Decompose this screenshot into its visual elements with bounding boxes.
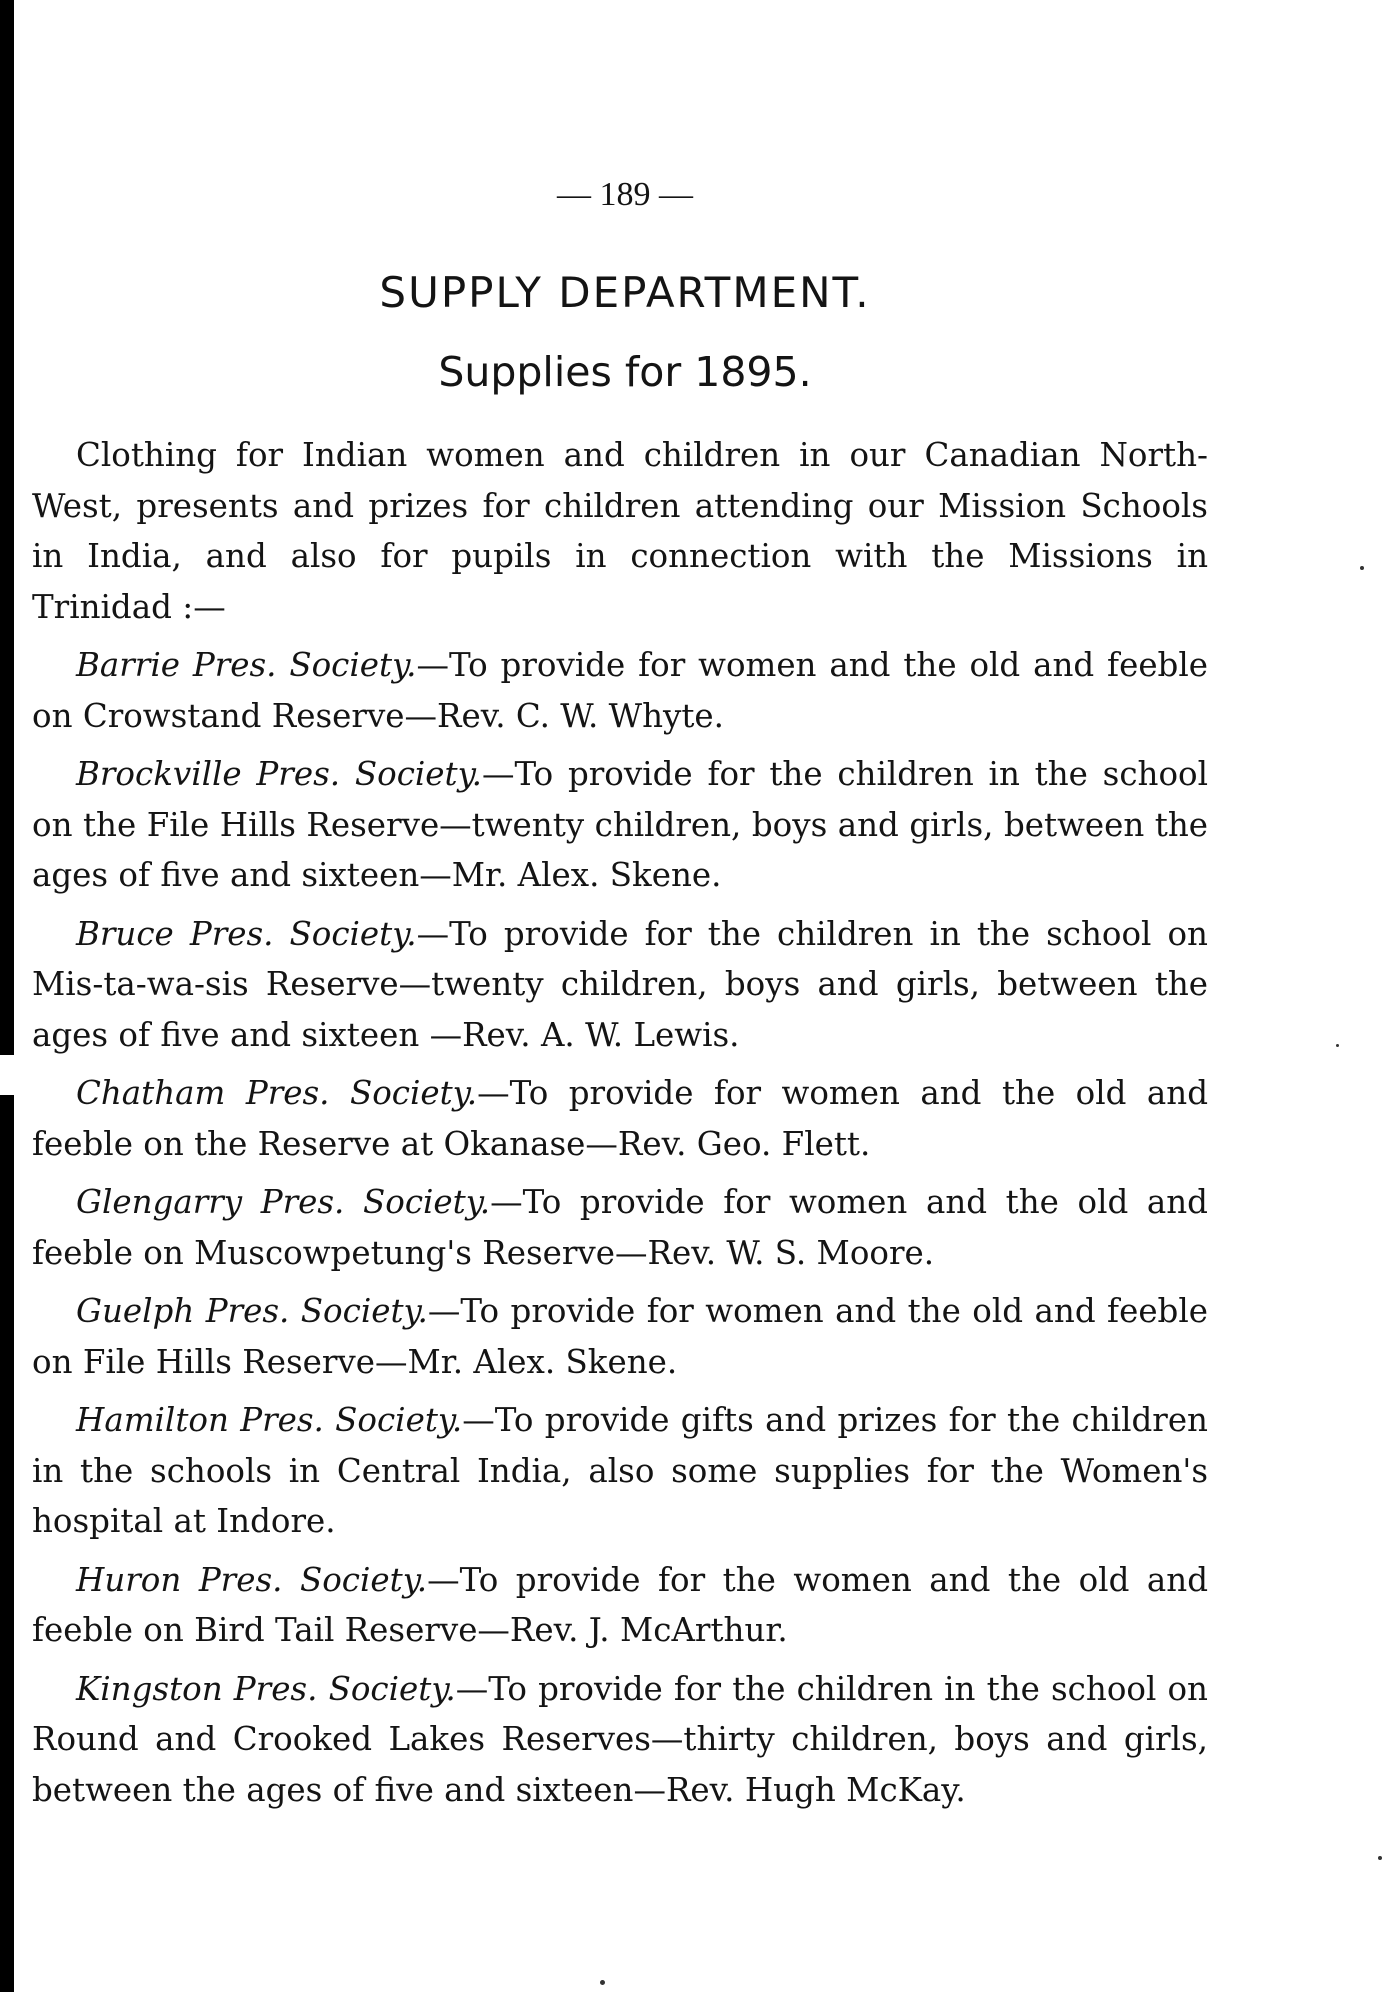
page-number: — 189 — <box>557 176 693 213</box>
entry-text: —To provide for the women and the old and feeble on Bird Tail Reserve—Rev. J. McArthur. <box>32 1560 1208 1649</box>
entry-text: —To provide gifts and prizes for the children in the schools in Central India, also some supplies for the Women's hospital at Indore. <box>32 1401 1208 1540</box>
society-name: Kingston Pres. Society. <box>76 1669 456 1708</box>
page-subtitle: Supplies for 1895. <box>438 348 812 396</box>
entry-paragraph <box>32 640 1208 741</box>
entry-paragraph <box>32 1068 1208 1169</box>
entry-paragraph <box>32 749 1208 901</box>
entry-text: —To provide for the children in the school on Round and Crooked Lakes Reserves—thirty children, boys and girls, between the ages of five and sixteen—Rev. Hugh McKay. <box>32 1669 1208 1809</box>
scan-speck <box>600 1980 605 1985</box>
text-body <box>32 430 1208 1823</box>
entry-paragraph <box>32 1177 1208 1278</box>
society-name: Glengarry Pres. Society. <box>76 1183 491 1221</box>
society-name: Hamilton Pres. Society. <box>76 1401 463 1439</box>
society-name: Brockville Pres. Society. <box>76 755 482 793</box>
society-name: Bruce Pres. Society. <box>76 914 417 953</box>
scan-speck <box>1360 566 1364 570</box>
entry-paragraph <box>32 1395 1208 1547</box>
society-name: Guelph Pres. Society. <box>76 1292 428 1330</box>
intro-paragraph: Clothing for Indian women and children in our Canadian North-West, presents and prizes for children attending our Mission Schools in India, and also for pupils in connection with the Missions in Trinidad :— <box>32 436 1208 626</box>
page-title: SUPPLY DEPARTMENT. <box>379 268 871 317</box>
society-name: Barrie Pres. Society. <box>76 646 417 684</box>
scan-speck <box>1336 1044 1339 1047</box>
entry-text: —To provide for women and the old and feeble on the Reserve at Okanase—Rev. Geo. Flett. <box>32 1074 1209 1163</box>
entry-paragraph <box>32 1286 1208 1387</box>
society-name: Huron Pres. Society. <box>76 1560 428 1599</box>
society-name: Chatham Pres. Society. <box>76 1074 478 1112</box>
entry-text: —To provide for women and the old and feeble on File Hills Reserve—Mr. Alex. Skene. <box>32 1292 1208 1381</box>
entry-paragraph <box>32 909 1208 1061</box>
binding-gap <box>0 1055 14 1095</box>
entry-text: —To provide for women and the old and feeble on Muscowpetung's Reserve—Rev. W. S. Moore. <box>32 1183 1208 1272</box>
scan-speck <box>1378 1856 1382 1860</box>
entry-text: —To provide for the children in the school on the File Hills Reserve—twenty children, boys and girls, between the ages of five and sixteen—Mr. Alex. Skene. <box>32 755 1209 894</box>
entry-text: —To provide for the children in the school on Mis-ta-wa-sis Reserve—twenty children, boys and girls, between the ages of five and sixteen —Rev. A. W. Lewis. <box>32 914 1208 1054</box>
entry-text: —To provide for women and the old and feeble on Crowstand Reserve—Rev. C. W. Whyte. <box>32 646 1208 735</box>
entry-paragraph <box>32 1555 1208 1656</box>
entry-paragraph <box>32 1664 1208 1816</box>
